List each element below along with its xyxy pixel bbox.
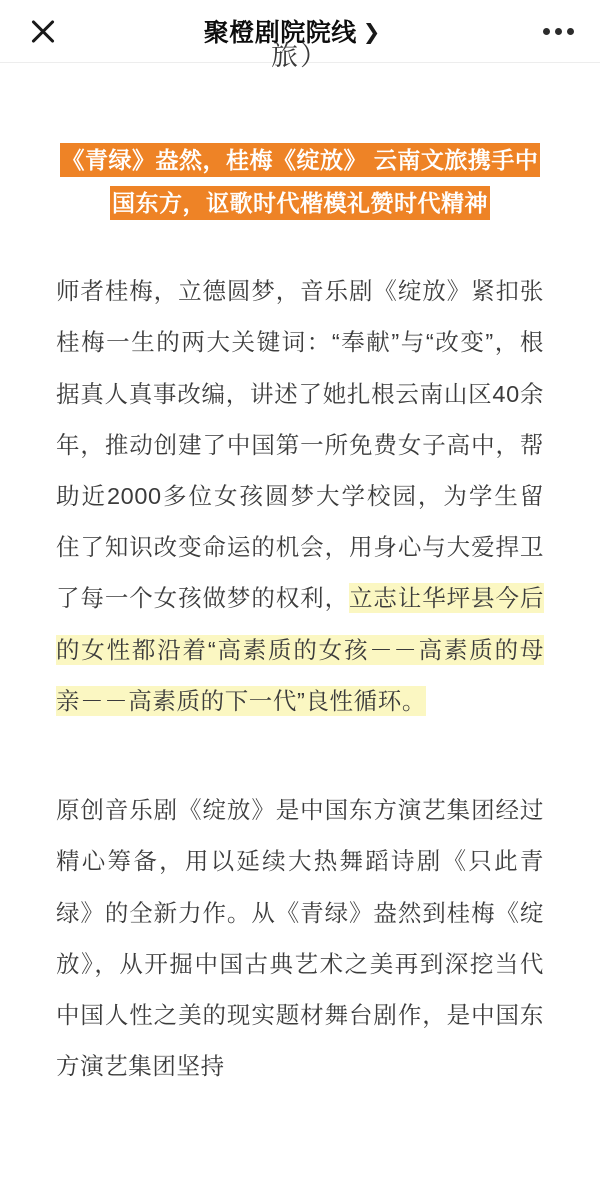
paragraph-text: 原创音乐剧《绽放》是中国东方演艺集团经过精心筹备，用以延续大热舞蹈诗剧《只此青绿》的全新力作。从《青绿》盎然到桂梅《绽放》，从开掘中国古典艺术之美再到深挖当代中国人性之美的现实题材舞台剧作，是中国东方演艺集团坚持 xyxy=(56,797,544,1080)
paragraph-text: 师者桂梅，立德圆梦，音乐剧《绽放》紧扣张桂梅一生的两大关键词：“奉献”与“改变”，根据真人真事改编，讲述了她扎根云南山区40余年，推动创建了中国第一所免费女子高中，帮助近2000多位女孩圆梦大学校园，为学生留住了知识改变命运的机会，用身心与大爱捍卫了每一个女孩做梦的权利， xyxy=(56,278,544,612)
clipped-top-text: 旅） xyxy=(271,41,329,71)
more-dot xyxy=(543,28,550,35)
headline-text: 《青绿》盎然，桂梅《绽放》 云南文旅携手中国东方，讴歌时代楷模礼赞时代精神 xyxy=(60,143,541,220)
article-content xyxy=(0,41,600,1092)
page-title: 聚橙剧院院线 xyxy=(203,19,357,47)
more-dot xyxy=(555,28,562,35)
article-headline xyxy=(56,139,544,224)
article-paragraph-2 xyxy=(56,785,544,1092)
chevron-right-icon: ❯ xyxy=(362,20,381,44)
more-options-icon[interactable] xyxy=(534,28,574,35)
close-icon[interactable] xyxy=(26,14,60,48)
article-paragraph-1 xyxy=(56,266,544,727)
more-dot xyxy=(567,28,574,35)
paragraph-highlighted-text: 立志让华坪县今后的女性都沿着“高素质的女孩－－高素质的母亲－－高素质的下一代”良性循环。 xyxy=(56,585,544,714)
